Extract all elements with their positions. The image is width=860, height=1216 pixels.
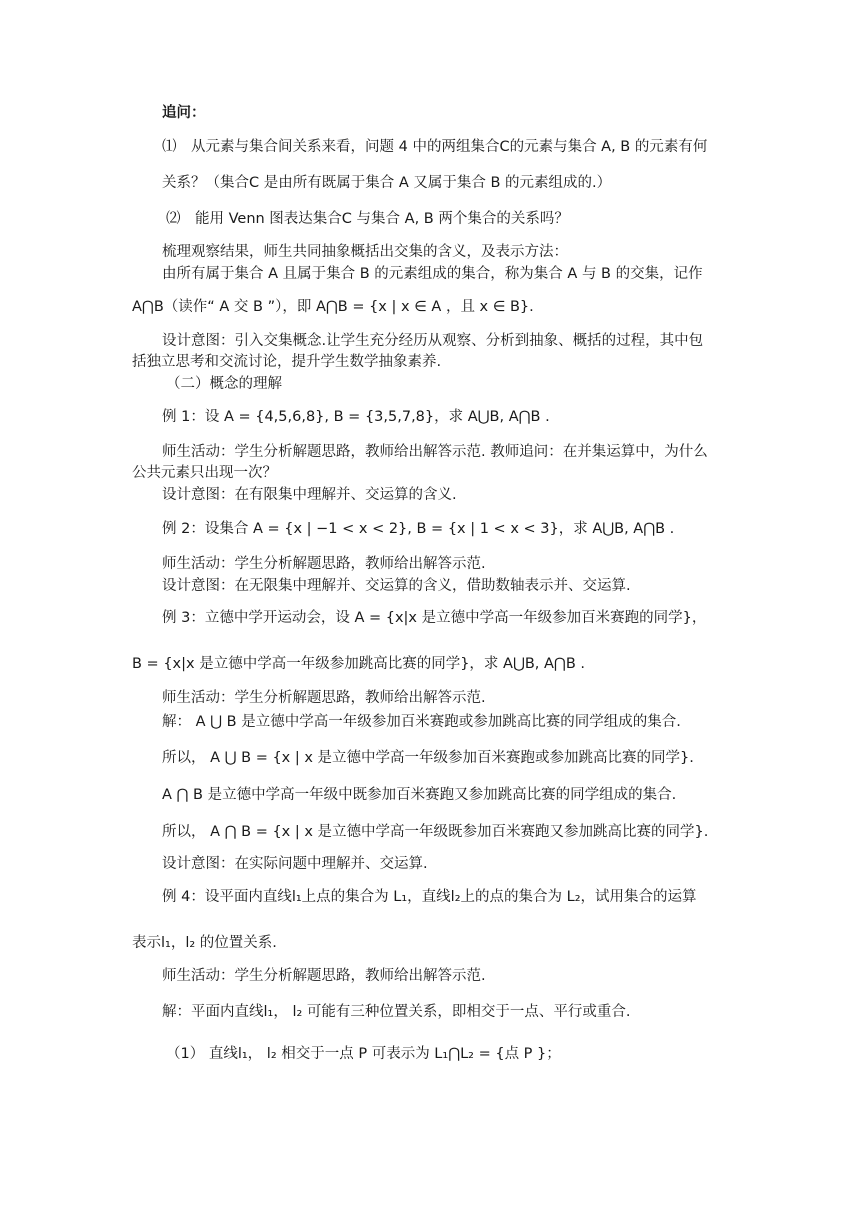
example-1-design-intent: 设计意图：在有限集中理解并、交运算的含义. [162, 487, 457, 503]
example-2-design-intent: 设计意图：在无限集中理解并、交运算的含义，借助数轴表示并、交运算. [162, 578, 631, 594]
question-2: ⑵ 能用 Venn 图表达集合C 与集合 A, B 两个集合的关系吗？ [166, 211, 569, 227]
intersection-definition-line-1: 由所有属于集合 A 且属于集合 B 的元素组成的集合，称为集合 A 与 B 的交集，记作 [162, 266, 703, 282]
example-1-activity-line-1: 师生活动：学生分析解题思路，教师给出解答示范. 教师追问：在并集运算中，为什么 [162, 444, 708, 460]
example-4-activity: 师生活动：学生分析解题思路，教师给出解答示范. [162, 968, 486, 984]
example-4-line-2: 表示l₁，l₂ 的位置关系. [132, 935, 277, 951]
example-2-activity: 师生活动：学生分析解题思路，教师给出解答示范. [162, 556, 486, 572]
example-3-solution-intersection: A ⋂ B 是立德中学高一年级中既参加百米赛跑又参加跳高比赛的同学组成的集合. [162, 787, 677, 803]
question-1-line-1: ⑴ 从元素与集合间关系来看，问题 4 中的两组集合C的元素与集合 A, B 的元素有何 [162, 139, 708, 155]
example-3-line-2: B = {x|x 是立德中学高一年级参加跳高比赛的同学}，求 A⋃B, A⋂B . [132, 656, 585, 672]
example-1: 例 1：设 A = {4,5,6,8}, B = {3,5,7,8}，求 A⋃B, A⋂B . [162, 409, 550, 425]
example-4-case-1: （1） 直线l₁， l₂ 相交于一点 P 可表示为 L₁⋂L₂ = {点 P }； [166, 1046, 561, 1062]
example-3-line-1: 例 3：立德中学开运动会，设 A = {x|x 是立德中学高一年级参加百米赛跑的同学}， [162, 610, 707, 626]
example-3-intersection-result: 所以， A ⋂ B = {x | x 是立德中学高一年级既参加百米赛跑又参加跳高比赛的同学}. [162, 824, 709, 840]
follow-up-heading: 追问： [162, 105, 206, 121]
intersection-definition-line-2: A⋂B（读作“ A 交 B ”），即 A⋂B = {x | x ∈ A ，且 x ∈ B}. [132, 299, 534, 315]
question-1-line-2: 关系？（集合C 是由所有既属于集合 A 又属于集合 B 的元素组成的.） [162, 175, 612, 191]
example-2: 例 2：设集合 A = {x | −1 < x < 2}, B = {x | 1 < x < 3}，求 A⋃B, A⋂B . [162, 521, 675, 537]
example-4-line-1: 例 4：设平面内直线l₁上点的集合为 L₁，直线l₂上的点的集合为 L₂，试用集合的运算 [162, 889, 697, 905]
design-intent-1-line-1: 设计意图：引入交集概念.让学生充分经历从观察、分析到抽象、概括的过程，其中包 [162, 333, 704, 349]
example-4-solution: 解：平面内直线l₁， l₂ 可能有三种位置关系，即相交于一点、平行或重合. [162, 1004, 631, 1020]
example-3-activity: 师生活动：学生分析解题思路，教师给出解答示范. [162, 690, 486, 706]
section-heading-concept-understanding: （二）概念的理解 [166, 376, 282, 392]
example-3-union-result: 所以， A ⋃ B = {x | x 是立德中学高一年级参加百米赛跑或参加跳高比赛的同学}. [162, 750, 694, 766]
design-intent-1-line-2: 括独立思考和交流讨论，提升学生数学抽象素养. [132, 354, 442, 370]
summary-intro: 梳理观察结果，师生共同抽象概括出交集的含义，及表示方法： [162, 244, 568, 260]
example-3-design-intent: 设计意图：在实际问题中理解并、交运算. [162, 856, 428, 872]
example-1-activity-line-2: 公共元素只出现一次？ [132, 465, 277, 481]
example-3-solution-union: 解： A ⋃ B 是立德中学高一年级参加百米赛跑或参加跳高比赛的同学组成的集合. [162, 714, 681, 730]
